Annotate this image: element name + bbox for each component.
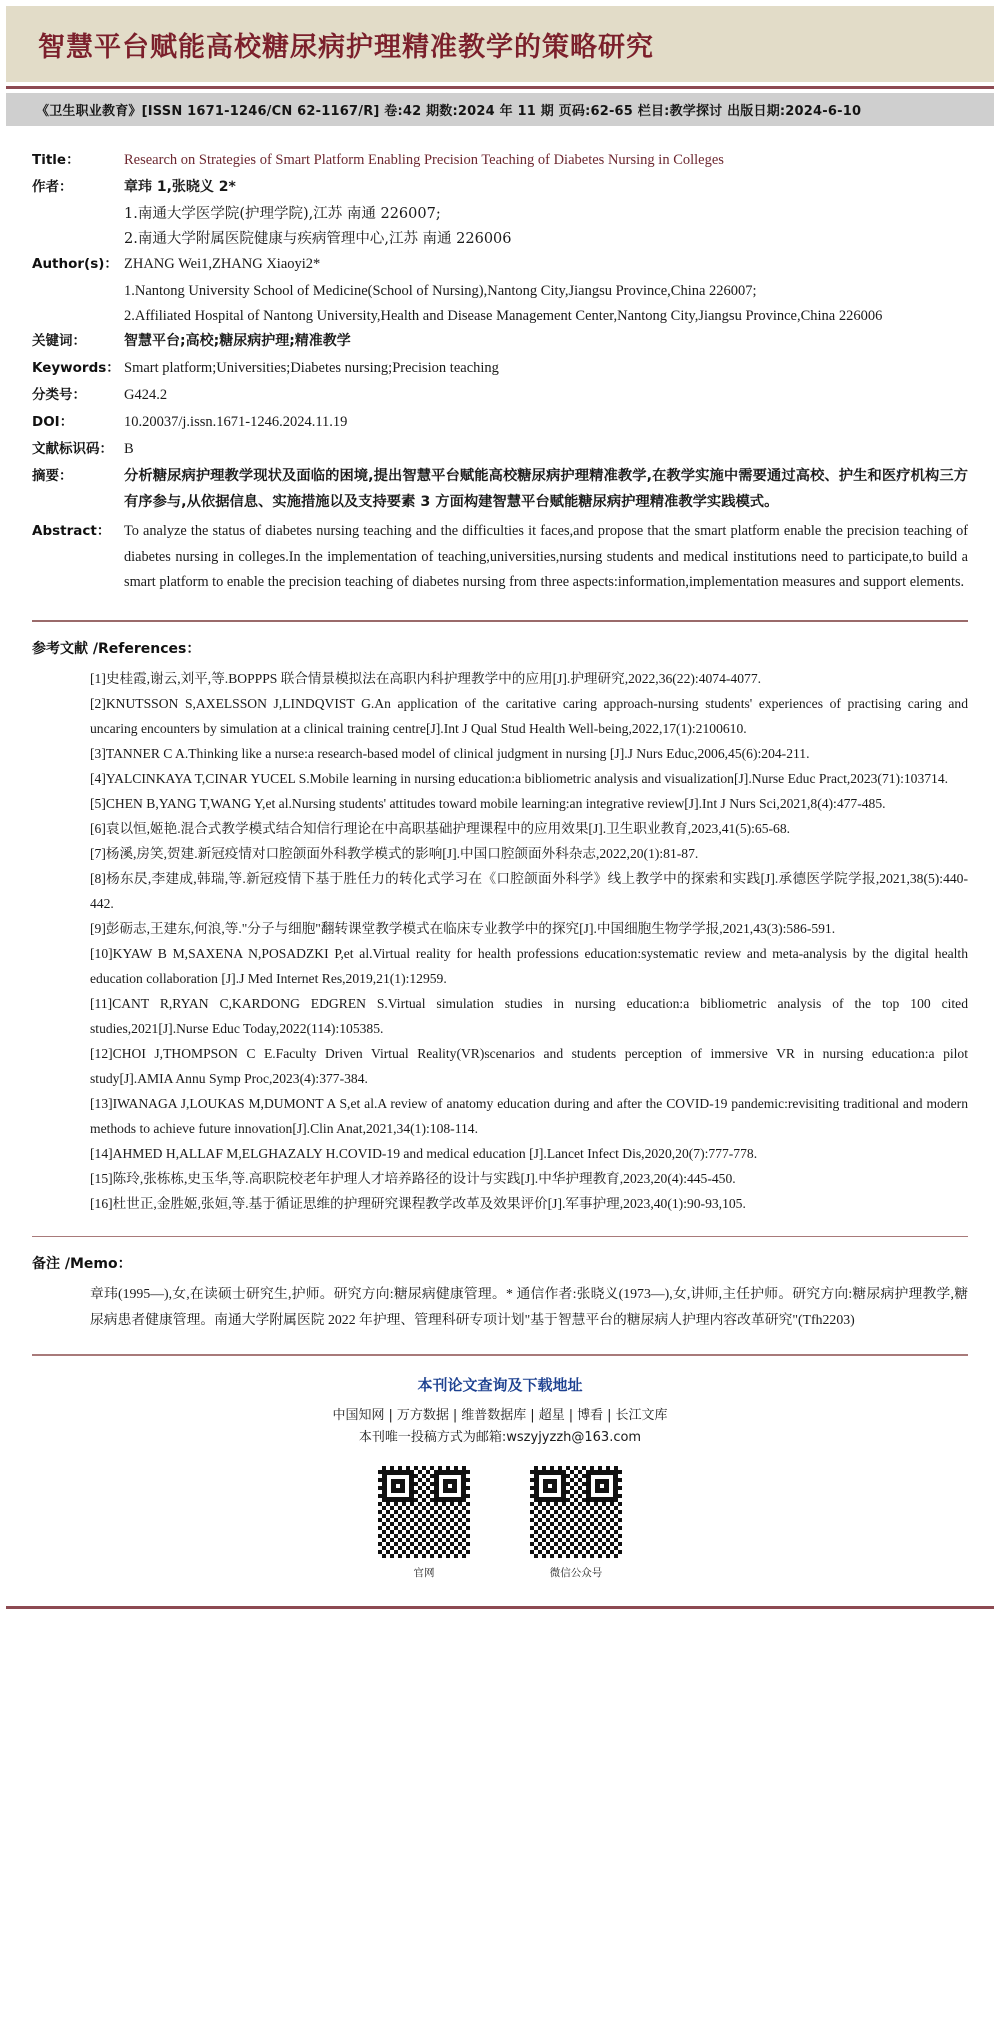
article-title-banner [6, 6, 994, 82]
qr-code-icon [375, 1463, 473, 1561]
list-item: [5]CHEN B,YANG T,WANG Y,et al.Nursing students' attitudes toward mobile learning:an integrative review[J].Int J Nurs Sci,2021,8(4):477-485. [90, 795, 886, 811]
qr-code-wechat [527, 1463, 625, 1580]
meta-row-authors-cn [32, 175, 968, 200]
qr-code-website [375, 1463, 473, 1580]
journal-info-strip: 《卫生职业教育》[ISSN 1671-1246/CN 62-1167/R] 卷:42 期数:2024 年 11 期 页码:62-65 栏目:教学探讨 出版日期:2024-6-10 [6, 93, 994, 126]
meta-row-doi [32, 410, 968, 435]
list-item: [15]陈玲,张栋栋,史玉华,等.高职院校老年护理人才培养路径的设计与实践[J].中华护理教育,2023,20(4):445-450. [90, 1170, 736, 1186]
meta-row-keywords-cn [32, 329, 968, 354]
keywords-en-label: Keywords： [32, 360, 120, 376]
meta-row-abstract-cn [32, 464, 968, 515]
doi-label: DOI： [32, 414, 74, 430]
article-metadata [32, 148, 968, 596]
database-link[interactable]: 超星 [538, 1407, 565, 1423]
separator: | [607, 1407, 612, 1423]
references-heading: 参考文献 /References： [32, 640, 201, 657]
footer-title: 本刊论文查询及下载地址 [417, 1375, 583, 1394]
separator: | [452, 1407, 458, 1423]
submission-email-line: 本刊唯一投稿方式为邮箱:wszyjyzzh@163.com [358, 1429, 642, 1445]
list-item: [6]袁以恒,姬艳.混合式教学模式结合知信行理论在中高职基础护理课程中的应用效果[J].卫生职业教育,2023,41(5):65-68. [90, 820, 791, 836]
list-item: [12]CHOI J,THOMPSON C E.Faculty Driven Virtual Reality(VR)scenarios and students perception of immersive VR in nursing education:a pilot study[J].AMIA Annu Symp Proc,2023(4):377-384. [90, 1045, 968, 1086]
meta-row-abstract-en [32, 519, 968, 596]
authors-cn-label: 作者： [32, 179, 73, 195]
doc-code-label: 文献标识码： [32, 441, 113, 457]
separator: | [530, 1407, 535, 1423]
footer-divider [32, 1354, 968, 1356]
list-item: [4]YALCINKAYA T,CINAR YUCEL S.Mobile learning in nursing education:a bibliometric analysis and visualization[J].Nurse Educ Pract,2023(71):103714. [90, 770, 949, 786]
list-item: [10]KYAW B M,SAXENA N,POSADZKI P,et al.Virtual reality for health professions education:systematic review and meta-analysis by the digital health education collaboration [J].J Med Internet Res,2019,21(1):12959. [90, 945, 968, 986]
authors-en-affiliation-2: 2.Affiliated Hospital of Nantong University,Health and Disease Management Center,Nantong City,Jiangsu Province,China 226006 [124, 308, 883, 324]
authors-en-affiliation-1: 1.Nantong University School of Medicine(School of Nursing),Nantong City,Jiangsu Province,China 226007; [124, 283, 757, 299]
separator: | [388, 1407, 393, 1423]
clc-value: G424.2 [124, 387, 168, 403]
list-item: [13]IWANAGA J,LOUKAS M,DUMONT A S,et al.A review of anatomy education during and after the COVID-19 pandemic:revisiting traditional and modern methods to achieve future innovation[J].Clin Anat,2021,34(1):108-114. [90, 1095, 968, 1136]
list-item: [3]TANNER C A.Thinking like a nurse:a research-based model of clinical judgment in nursing [J].J Nurs Educ,2006,45(6):204-211. [90, 745, 810, 761]
qr-caption: 微信公众号 [549, 1566, 603, 1579]
authors-en-value: ZHANG Wei1,ZHANG Xiaoyi2* [124, 256, 321, 272]
memo-body: 章玮(1995—),女,在读硕士研究生,护师。研究方向:糖尿病健康管理。* 通信作者:张晓义(1973—),女,讲师,主任护师。研究方向:糖尿病护理教学,糖尿病患者健康管理。南通大学附属医院 2022 年护理、管理科研专项计划"基于智慧平台的糖尿病人护理内容改革研究"(Tfh2203) [90, 1286, 968, 1327]
keywords-cn-label: 关键词： [32, 333, 86, 349]
meta-row-keywords-en [32, 356, 968, 381]
page-title: 智慧平台赋能高校糖尿病护理精准教学的策略研究 [38, 31, 654, 63]
separator: | [568, 1407, 574, 1423]
list-item: [8]杨东昃,李建成,韩瑞,等.新冠疫情下基于胜任力的转化式学习在《口腔颌面外科学》线上教学中的探索和实践[J].承德医学院学报,2021,38(5):440-442. [90, 870, 968, 911]
database-link[interactable]: 长江文库 [615, 1407, 668, 1423]
meta-row-clc [32, 383, 968, 408]
title-value: Research on Strategies of Smart Platform Enabling Precision Teaching of Diabetes Nursing in Colleges [124, 152, 724, 168]
memo-divider [32, 1236, 968, 1238]
qr-code-icon [527, 1463, 625, 1561]
abstract-en-value: To analyze the status of diabetes nursing teaching and the difficulties it faces,and propose that the smart platform enable the precision teaching of diabetes nursing in colleges.In the implementation of teaching,universities,nursing students and medical institutions need to participate,to build a smart platform to enable the precision teaching of diabetes nursing from three aspects:information,implementation measures and support elements. [124, 523, 968, 590]
database-link[interactable]: 中国知网 [332, 1407, 385, 1423]
title-label: Title： [32, 152, 80, 168]
list-item: [7]杨溪,房笑,贺建.新冠疫情对口腔颌面外科教学模式的影响[J].中国口腔颌面外科杂志,2022,20(1):81-87. [90, 845, 699, 861]
keywords-cn-value: 智慧平台;高校;糖尿病护理;精准教学 [124, 333, 351, 349]
authors-cn-value: 章玮 1,张晓义 2* [124, 179, 236, 195]
keywords-en-value: Smart platform;Universities;Diabetes nursing;Precision teaching [124, 360, 499, 376]
database-link[interactable]: 维普数据库 [461, 1407, 527, 1423]
authors-cn-affiliation-2: 2.南通大学附属医院健康与疾病管理中心,江苏 南通 226006 [124, 231, 512, 247]
list-item: [9]彭砺志,王建东,何浪,等."分子与细胞"翻转课堂教学模式在临床专业教学中的探究[J].中国细胞生物学学报,2021,43(3):586-591. [90, 920, 836, 936]
journal-abstract-page [0, 6, 1000, 2040]
doi-value: 10.20037/j.issn.1671-1246.2024.11.19 [124, 414, 348, 430]
memo-heading: 备注 /Memo： [32, 1256, 132, 1272]
meta-row-authors-en [32, 252, 968, 277]
clc-label: 分类号： [32, 387, 86, 403]
footer-databases [0, 1405, 1000, 1427]
list-item: [16]杜世正,金胜姬,张姮,等.基于循证思维的护理研究课程教学改革及效果评价[J].军事护理,2023,40(1):90-93,105. [90, 1195, 746, 1211]
qr-caption: 官网 [413, 1566, 435, 1579]
meta-row-doc-code [32, 437, 968, 462]
banner-divider [6, 86, 994, 89]
authors-cn-affiliation-1: 1.南通大学医学院(护理学院),江苏 南通 226007; [124, 206, 441, 222]
references-list [32, 666, 968, 1216]
list-item: [2]KNUTSSON S,AXELSSON J,LINDQVIST G.An application of the caritative caring approach-nursing students' experiences of practising caring and uncaring encounters by simulation at a clinical training centre[J].Int J Qual Stud Health Well-being,2022,17(1):2100610. [90, 695, 968, 736]
doc-code-value: B [124, 441, 134, 457]
authors-en-label: Author(s)： [32, 256, 118, 272]
abstract-en-label: Abstract： [32, 523, 111, 539]
abstract-cn-label: 摘要： [32, 468, 73, 484]
qr-code-row [0, 1463, 1000, 1580]
footer [0, 1374, 1000, 1606]
list-item: [11]CANT R,RYAN C,KARDONG EDGREN S.Virtual simulation studies in nursing education:a bibliometric analysis of the top 100 cited studies,2021[J].Nurse Educ Today,2022(114):105385. [90, 995, 968, 1036]
bottom-rule [6, 1606, 994, 1609]
references-divider [32, 620, 968, 622]
list-item: [14]AHMED H,ALLAF M,ELGHAZALY H.COVID-19 and medical education [J].Lancet Infect Dis,2020,20(7):777-778. [90, 1145, 758, 1161]
database-link[interactable]: 博看 [577, 1407, 604, 1423]
meta-row-title [32, 148, 968, 173]
abstract-cn-value: 分析糖尿病护理教学现状及面临的困境,提出智慧平台赋能高校糖尿病护理精准教学,在教学实施中需要通过高校、护生和医疗机构三方有序参与,从依据信息、实施措施以及支持要素 3 方面构建智慧平台赋能糖尿病护理精准教学实践模式。 [124, 468, 968, 510]
list-item: [1]史桂霞,谢云,刘平,等.BOPPPS 联合情景模拟法在高职内科护理教学中的应用[J].护理研究,2022,36(22):4074-4077. [90, 670, 762, 686]
database-link[interactable]: 万方数据 [396, 1407, 449, 1423]
